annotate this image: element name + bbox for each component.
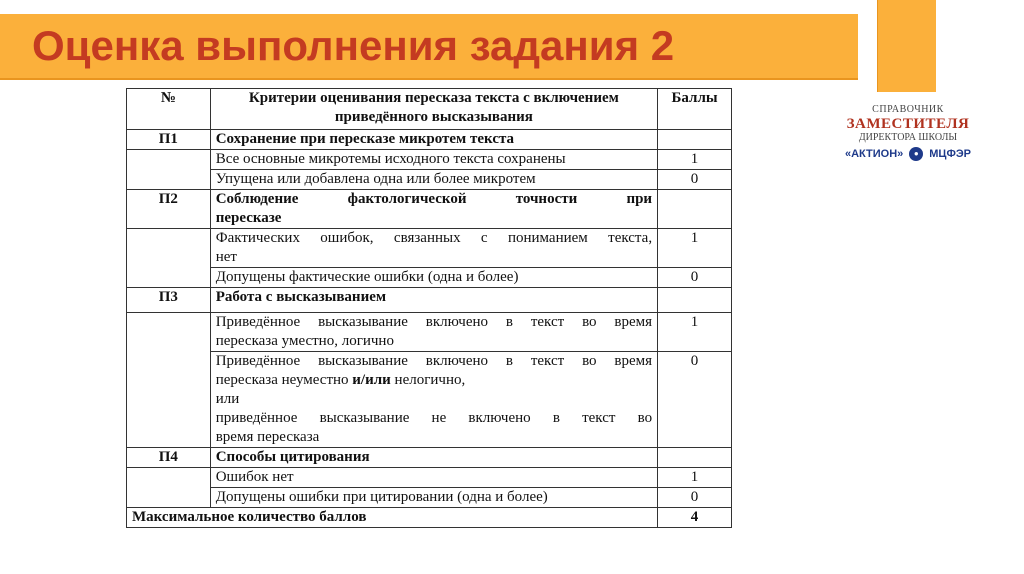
table-row	[127, 268, 732, 288]
criterion-text	[210, 313, 657, 352]
text-fragment: пересказа неуместно	[215, 372, 353, 388]
total-row	[127, 508, 732, 528]
brand-line-3: ДИРЕКТОРА ШКОЛЫ	[858, 132, 958, 143]
points-cell	[658, 448, 732, 468]
accent-block	[878, 0, 936, 92]
points-cell	[658, 130, 732, 150]
table-row	[127, 448, 732, 468]
criterion-title: Сохранение при пересказе микротем текста	[210, 130, 657, 150]
brand-partners	[828, 147, 988, 161]
criterion-text-line: время пересказа	[215, 429, 320, 445]
points-cell: 0	[658, 488, 732, 508]
criterion-text-line: Приведённое высказывание включено в текст во время	[215, 353, 653, 369]
empty-cell	[127, 150, 211, 190]
criterion-text: Все основные микротемы исходного текста сохранены	[210, 150, 657, 170]
criterion-text-line: Фактических ошибок, связанных с пониманием текста,	[215, 230, 653, 246]
total-points: 4	[658, 508, 732, 528]
table-row	[127, 313, 732, 352]
criterion-text-line: пересказа уместно, логично	[215, 333, 394, 349]
table-row	[127, 170, 732, 190]
criterion-title-line: Соблюдение фактологической точности при	[215, 191, 653, 207]
text-fragment-bold: и/или	[352, 372, 391, 388]
points-cell: 1	[658, 468, 732, 488]
criterion-text-line: приведённое высказывание не включено в текст во	[215, 410, 653, 426]
table-row	[127, 150, 732, 170]
criterion-code: П1	[127, 130, 211, 150]
table-header-row	[127, 89, 732, 130]
empty-cell	[127, 229, 211, 288]
criterion-text: Допущены ошибки при цитировании (одна и более)	[210, 488, 657, 508]
criteria-table	[126, 88, 732, 528]
points-cell: 1	[658, 229, 732, 268]
total-label: Максимальное количество баллов	[127, 508, 658, 528]
empty-cell	[127, 468, 211, 508]
aktion-logo: «АКТИОН»	[844, 148, 904, 160]
table-row	[127, 288, 732, 313]
mcfer-logo: МЦФЭР	[929, 148, 972, 160]
criterion-text: Ошибок нет	[210, 468, 657, 488]
points-cell: 1	[658, 150, 732, 170]
criterion-title: Способы цитирования	[210, 448, 657, 468]
points-cell	[658, 190, 732, 229]
criterion-text	[210, 229, 657, 268]
slide-title: Оценка выполнения задания 2	[32, 22, 675, 69]
table-row	[127, 488, 732, 508]
criterion-text-line: нет	[215, 249, 237, 265]
criterion-code: П3	[127, 288, 211, 313]
criterion-text: Допущены фактические ошибки (одна и более)	[210, 268, 657, 288]
header-num: №	[127, 89, 211, 130]
brand-line-1: СПРАВОЧНИК	[872, 104, 944, 115]
table-row	[127, 229, 732, 268]
criterion-code: П2	[127, 190, 211, 229]
table-row	[127, 468, 732, 488]
points-cell: 0	[658, 352, 732, 448]
text-fragment: нелогично,	[390, 372, 466, 388]
empty-cell	[127, 313, 211, 448]
criterion-text	[210, 352, 657, 448]
mcfer-icon: ●	[909, 147, 923, 161]
table-row	[127, 352, 732, 448]
criterion-title	[210, 190, 657, 229]
publisher-logo	[828, 104, 988, 161]
header-points: Баллы	[658, 89, 732, 130]
criterion-code: П4	[127, 448, 211, 468]
criterion-text: Упущена или добавлена одна или более микротем	[210, 170, 657, 190]
brand-line-2: ЗАМЕСТИТЕЛЯ	[846, 116, 970, 132]
criterion-title: Работа с высказыванием	[210, 288, 657, 313]
points-cell: 1	[658, 313, 732, 352]
criterion-text-line: Приведённое высказывание включено в текст во время	[215, 314, 653, 330]
points-cell	[658, 288, 732, 313]
criterion-text-line: или	[215, 391, 240, 407]
criterion-text-line	[216, 371, 652, 390]
points-cell: 0	[658, 170, 732, 190]
header-criteria: Критерии оценивания пересказа текста с включением приведённого высказывания	[210, 89, 657, 130]
table-row	[127, 190, 732, 229]
table-row	[127, 130, 732, 150]
criterion-title-line: пересказе	[215, 210, 282, 226]
points-cell: 0	[658, 268, 732, 288]
